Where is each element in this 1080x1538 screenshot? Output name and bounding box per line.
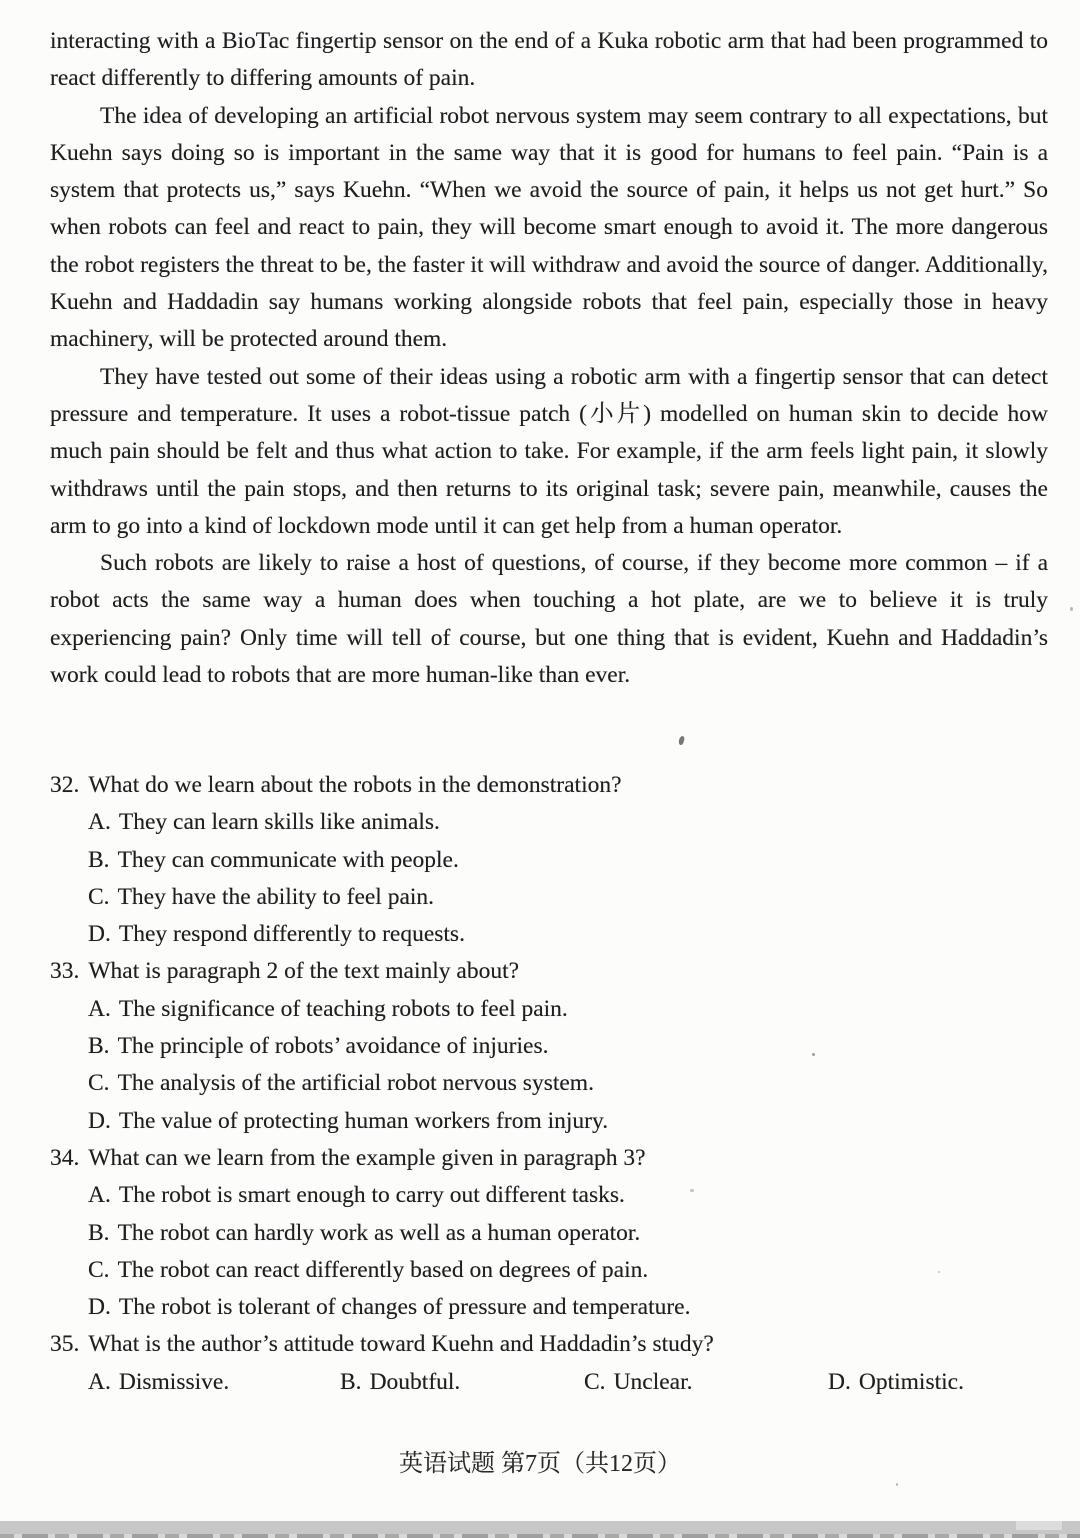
scan-speck	[938, 1271, 940, 1273]
question-34-option-a	[50, 1177, 1048, 1214]
option-text: Unclear.	[613, 1368, 693, 1395]
option-label: D.	[88, 1294, 111, 1321]
question-33-option-b	[50, 1028, 1048, 1065]
scan-speck	[678, 736, 685, 746]
scanner-artifact-edge	[0, 1534, 1080, 1538]
option-text: Optimistic.	[858, 1368, 964, 1395]
question-34	[50, 1140, 1048, 1177]
question-33	[50, 953, 1048, 990]
option-text: The robot is smart enough to carry out different tasks.	[118, 1182, 625, 1209]
scanner-artifact-notch	[1016, 1521, 1062, 1530]
option-label: D.	[88, 1107, 111, 1134]
option-text: The principle of robots’ avoidance of injuries.	[117, 1033, 549, 1060]
question-33-option-c	[50, 1065, 1048, 1102]
question-34-option-c	[50, 1252, 1048, 1289]
option-text: They respond differently to requests.	[118, 921, 465, 948]
question-34-option-d	[50, 1289, 1048, 1326]
question-35-text: What is the author’s attitude toward Kuehn and Haddadin’s study?	[88, 1331, 714, 1358]
question-33-option-a	[50, 991, 1048, 1028]
question-32-option-a	[50, 804, 1048, 841]
page-footer: 英语试题 第7页（共12页）	[399, 1451, 681, 1477]
option-label: D.	[828, 1368, 851, 1395]
question-33-number: 33.	[50, 958, 80, 985]
question-32-option-c	[50, 879, 1048, 916]
option-label: A.	[88, 1368, 111, 1395]
question-35-option-a	[88, 1364, 229, 1401]
option-label: B.	[88, 1033, 110, 1060]
option-label: A.	[88, 1182, 111, 1209]
option-label: C.	[88, 883, 110, 910]
scan-speck	[1070, 607, 1073, 611]
passage-paragraph-3: They have tested out some of their ideas using a robotic arm with a fingertip sensor that can detect pressure and temperature. It uses a robot-tissue patch (小片) modelled on human skin to decide how much pain should be felt and thus what action to take. For example, if the arm feels light pain, it slowly withdraws until the pain stops, and then returns to its original task; severe pain, meanwhile, causes the arm to go into a kind of lockdown mode until it can get help from a human operator.	[50, 363, 1048, 539]
question-33-option-d	[50, 1103, 1048, 1140]
questions-section	[50, 767, 1048, 1401]
question-35-option-c	[584, 1364, 693, 1401]
scanner-artifact-bar	[0, 1521, 1080, 1534]
option-text: The analysis of the artificial robot nervous system.	[117, 1070, 594, 1097]
question-32-text: What do we learn about the robots in the demonstration?	[88, 772, 622, 798]
option-text: They can learn skills like animals.	[118, 809, 440, 836]
question-35-option-d	[828, 1364, 964, 1401]
question-35	[50, 1326, 1048, 1363]
option-text: They can communicate with people.	[117, 846, 459, 873]
question-32-option-d	[50, 916, 1048, 953]
question-33-text: What is paragraph 2 of the text mainly about?	[88, 958, 520, 985]
option-label: A.	[88, 809, 111, 836]
question-35-number: 35.	[50, 1331, 80, 1358]
passage-paragraph-2: The idea of developing an artificial robot nervous system may seem contrary to all expectations, but Kuehn says doing so is important in the same way that it is good for humans to feel pain. “Pain is a system that protects us,” says Kuehn. “When we avoid the source of pain, it helps us not get hurt.” So when robots can feel and react to pain, they will become smart enough to avoid it. The more dangerous the robot registers the threat to be, the faster it will withdraw and avoid the source of danger. Additionally, Kuehn and Haddadin say humans working alongside robots that feel pain, especially those in heavy machinery, will be protected around them.	[50, 102, 1048, 353]
option-label: C.	[88, 1256, 110, 1283]
option-text: They have the ability to feel pain.	[117, 883, 435, 910]
option-label: C.	[88, 1070, 110, 1097]
option-text: The significance of teaching robots to feel pain.	[118, 995, 568, 1022]
option-text: Doubtful.	[369, 1368, 461, 1395]
scan-speck	[896, 1483, 898, 1486]
passage-paragraph-4: Such robots are likely to raise a host of questions, of course, if they become more common – if a robot acts the same way a human does when touching a hot plate, are we to believe it is truly experiencing pain? Only time will tell of course, but one thing that is evident, Kuehn and Haddadin’s work could lead to robots that are more human-like than ever.	[50, 550, 1048, 689]
passage-paragraph-1: interacting with a BioTac fingertip sensor on the end of a Kuka robotic arm that had been programmed to react differently to differing amounts of pain.	[50, 28, 1048, 92]
option-text: Dismissive.	[118, 1368, 230, 1395]
question-34-text: What can we learn from the example given in paragraph 3?	[88, 1144, 646, 1171]
question-35-options-row	[50, 1364, 1048, 1401]
option-label: C.	[584, 1368, 606, 1395]
option-text: The robot can hardly work as well as a human operator.	[117, 1219, 641, 1246]
question-32	[50, 767, 1048, 804]
question-35-option-b	[340, 1364, 460, 1401]
scan-speck	[690, 1189, 694, 1192]
question-32-number: 32.	[50, 772, 80, 798]
option-label: A.	[88, 995, 111, 1022]
question-34-option-b	[50, 1215, 1048, 1252]
option-label: B.	[88, 1219, 110, 1246]
question-34-number: 34.	[50, 1144, 80, 1171]
option-text: The robot can react differently based on degrees of pain.	[117, 1256, 649, 1283]
option-text: The robot is tolerant of changes of pressure and temperature.	[118, 1294, 691, 1321]
scan-speck	[812, 1053, 815, 1056]
reading-passage	[50, 23, 1048, 694]
option-label: D.	[88, 921, 111, 948]
question-32-option-b	[50, 842, 1048, 879]
option-label: B.	[340, 1368, 362, 1395]
option-label: B.	[88, 846, 110, 873]
option-text: The value of protecting human workers from injury.	[118, 1107, 609, 1134]
